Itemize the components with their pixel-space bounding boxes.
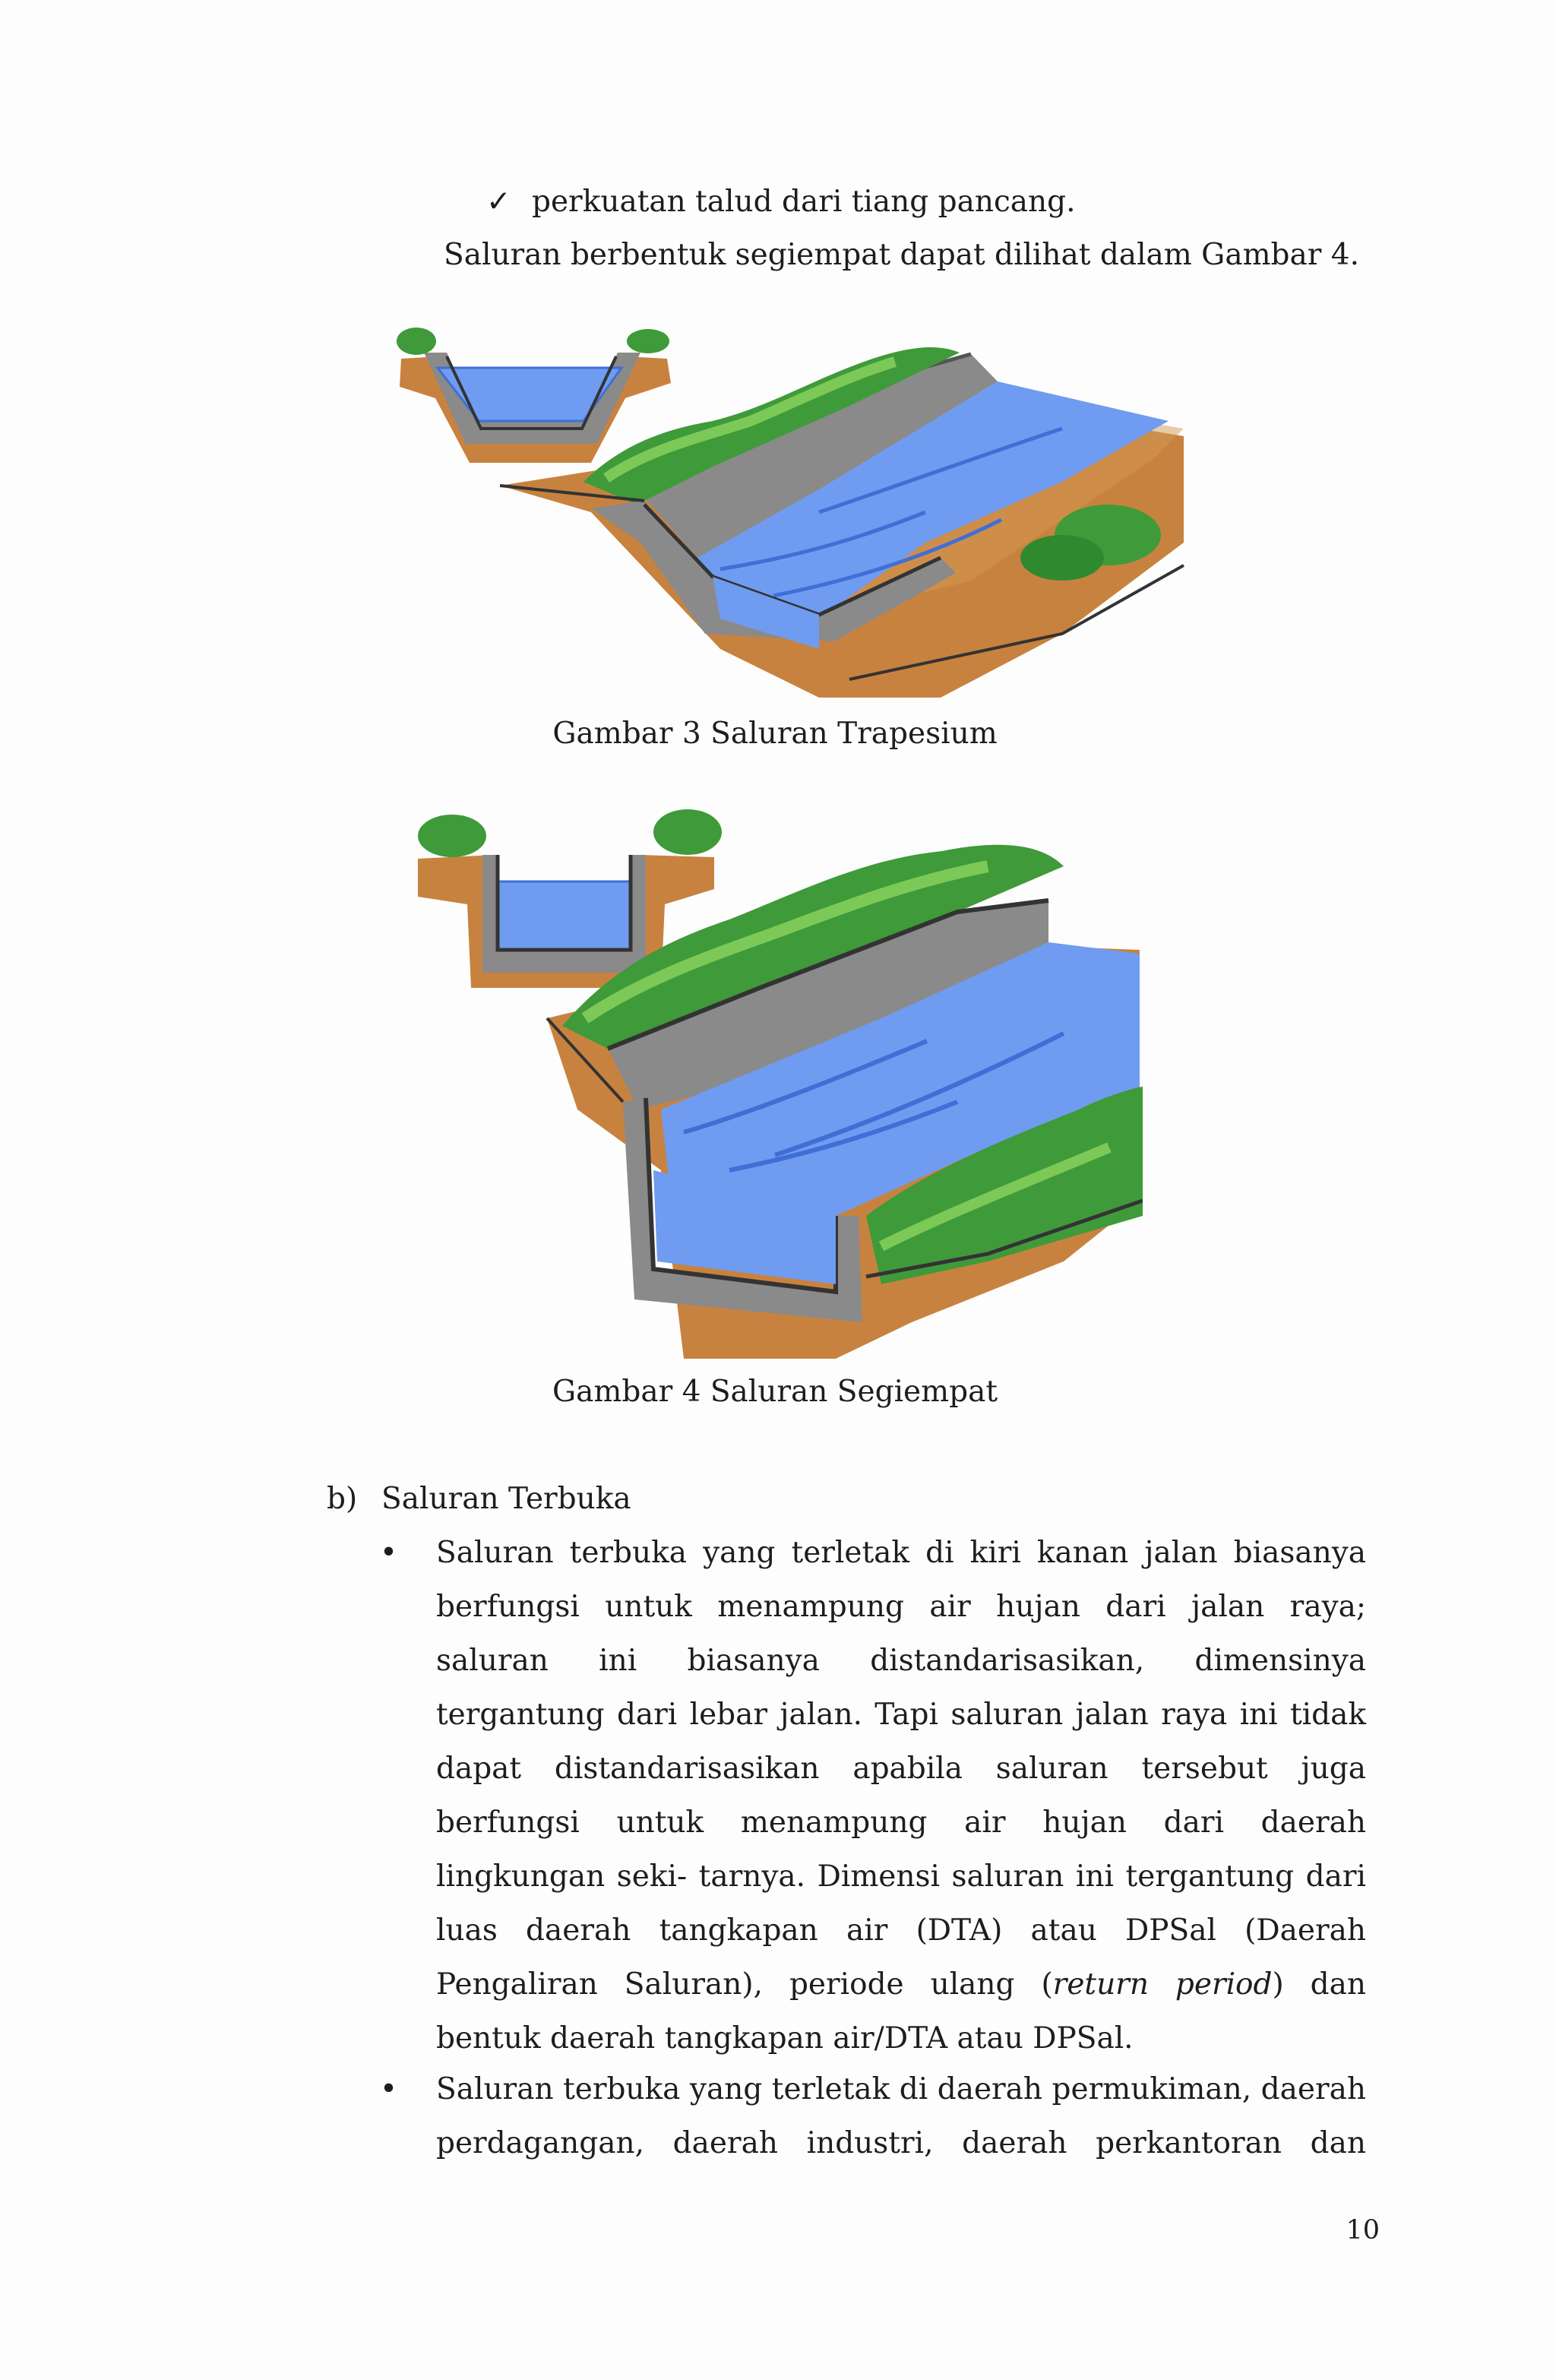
rectangular-channel-illustration [410, 790, 1143, 1359]
section-title: Saluran Terbuka [381, 1482, 631, 1516]
checklist-item [486, 175, 1076, 229]
bullet-1-text-part-1: Saluran terbuka yang terletak di kiri kanan jalan biasanya berfungsi untuk menampung air hujan dari jalan raya; saluran ini biasanya distandarisasikan, dimensinya tergantung dari lebar jalan. Tapi saluran jalan raya ini tidak dapat distandarisasikan apabila saluran tersebut juga berfungsi untuk menampung air hujan dari daerah lingkungan seki- tarnya. Dimensi saluran ini tergantung dari luas daerah tangkapan air (DTA) atau DPSal (Daerah Pengaliran Saluran), periode ulang ( [436, 1536, 1366, 2002]
bullet-1-text-part-2: ) dan bentuk daerah tangkapan air/DTA atau DPSal. [436, 1967, 1366, 2056]
checkmark-icon: ✓ [486, 185, 511, 219]
trapezoid-cross-section [397, 328, 671, 463]
bullet-icon: • [380, 2072, 398, 2106]
page-number: 10 [1346, 2215, 1380, 2245]
checklist-item-text: perkuatan talud dari tiang pancang. [532, 185, 1076, 219]
bullet-1-text [436, 1526, 1366, 2065]
bullet-icon: • [380, 1536, 398, 1570]
bullet-2-text: Saluran terbuka yang terletak di daerah permukiman, daerah perdagangan, daerah industri, daerah perkantoran dan [436, 2072, 1366, 2160]
bullet-1-italic-term: return period [1052, 1967, 1273, 2002]
section-heading [327, 1472, 631, 1526]
trapezoid-channel-illustration [394, 315, 1193, 698]
section-marker: b) [327, 1482, 358, 1516]
intro-sentence: Saluran berbentuk segiempat dapat dilihat dalam Gambar 4. [444, 238, 1360, 272]
figure-4-caption: Gambar 4 Saluran Segiempat [552, 1375, 998, 1409]
figure-3-caption: Gambar 3 Saluran Trapesium [552, 717, 998, 751]
